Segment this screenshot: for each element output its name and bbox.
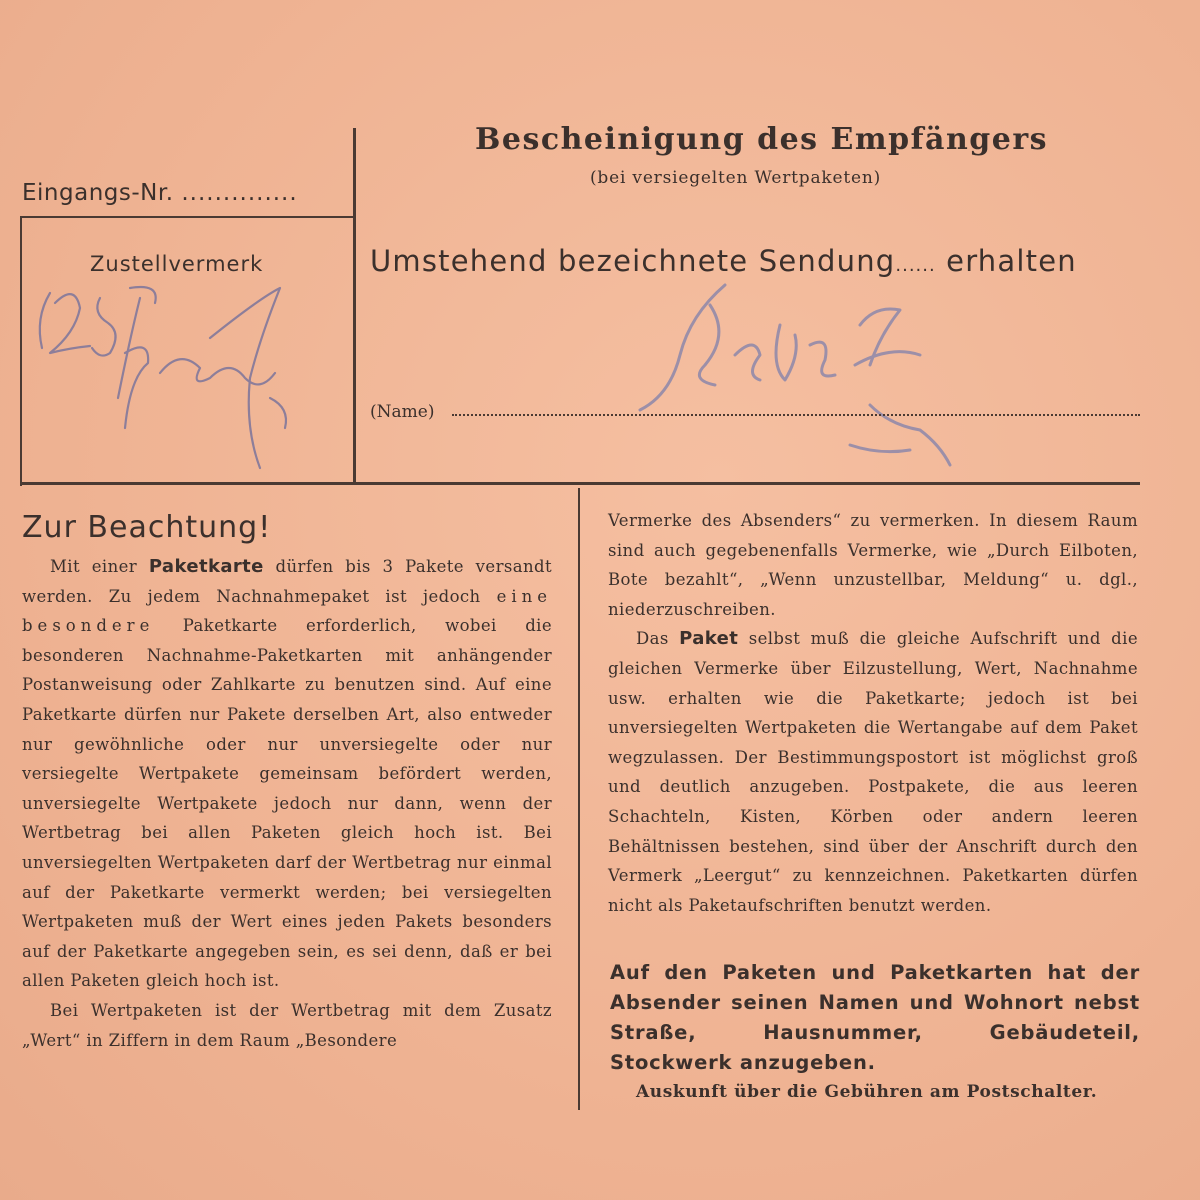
rule-eingang-underline bbox=[20, 216, 355, 218]
notice-text: Das bbox=[636, 629, 680, 649]
notice-text: dürfen bis 3 Pakete versandt werden. Zu jedem Nachnahmepaket ist jedoch bbox=[22, 557, 552, 606]
eingangs-dots: .............. bbox=[181, 180, 298, 206]
rule-zustell-left bbox=[20, 216, 22, 486]
paketkarte-term: Paketkarte bbox=[148, 556, 264, 577]
recipient-signature bbox=[620, 275, 980, 475]
rule-mid-horizontal bbox=[20, 482, 1140, 485]
zustellvermerk-label: Zustellvermerk bbox=[90, 252, 264, 276]
handwritten-zustell-note bbox=[30, 278, 330, 478]
paket-term: Paket bbox=[679, 628, 739, 650]
notice-paragraph-3: Vermerke des Absenders“ zu vermerken. In diesem Raum sind auch gegebenenfalls Vermerke, wie „Durch Eilboten, Bote bezahlt“, „Wenn unzustellbar, Meldung“ u. dgl., niederzuschreiben. bbox=[608, 511, 1138, 619]
notice-paragraph-2: Bei Wertpaketen ist der Wertbetrag mit dem Zusatz „Wert“ in Ziffern in dem Raum „Besondere bbox=[22, 1000, 552, 1050]
notice-column-right bbox=[608, 506, 1138, 920]
sender-address-notice: Auf den Paketen und Paketkarten hat der Absender seinen Namen und Wohnort nebst Straße, Hausnummer, Gebäudeteil, Stockwerk anzugeben. bbox=[610, 961, 1140, 1074]
notice-text: Mit einer bbox=[50, 557, 149, 576]
notice-text: Paketkarte erforderlich, wobei die besonderen Nachnahme-Paketkarten mit anhängender Postanweisung oder Zahlkarte zu benutzen sind. Auf eine Paketkarte dürfen nur Pakete derselben Art, also entweder nur gewöhnliche oder nur unversiegelte oder nur versiegelte Wertpakete gemeinsam befördert werden, unversiegelte Wertpakete jedoch nur dann, wenn der Wertbetrag bei allen Paketen gleich hoch ist. Bei unversiegelten Wertpaketen darf der Wertbetrag nur einmal auf der Paketkarte vermerkt werden; bei versiegelten Wertpaketen muß der Wert eines jeden Pakets besonders auf der Paketkarte angegeben sein, es sei denn, daß er bei allen Paketen gleich hoch ist. bbox=[22, 616, 552, 991]
name-label: (Name) bbox=[370, 402, 435, 422]
eingangs-nr-field bbox=[22, 180, 298, 206]
receipt-dots: ...... bbox=[895, 255, 936, 276]
form-subtitle: (bei versiegelten Wertpaketen) bbox=[590, 168, 882, 188]
notice-text: selbst muß die gleiche Aufschrift und die gleichen Vermerke über Eilzustellung, Wert, Nachnahme usw. erhalten wie die Paketkarte; jedoch ist bei unversiegelten Wertpaketen die Wertangabe auf dem Paket wegzulassen. Der Bestimmungspostort ist möglichst groß und deutlich anzugeben. Postpakete, die aus leeren Schachteln, Kisten, Körben oder andern leeren Behältnissen bestehen, sind über der Anschrift durch den Vermerk „Leergut“ zu kennzeichnen. Paketkarten dürfen nicht als Paketaufschriften benutzt werden. bbox=[608, 629, 1138, 915]
eingangs-label: Eingangs-Nr. bbox=[22, 180, 174, 206]
fees-info: Auskunft über die Gebühren am Postschalter. bbox=[636, 1082, 1098, 1102]
notice-paragraph-4 bbox=[608, 624, 1138, 920]
name-signature-line bbox=[452, 414, 1140, 416]
form-title: Bescheinigung des Empfängers bbox=[475, 122, 1049, 157]
rule-vertical-lower bbox=[578, 488, 580, 1110]
notice-paragraph-1 bbox=[22, 552, 552, 996]
rule-vertical-upper bbox=[353, 128, 356, 484]
receipt-statement bbox=[370, 244, 1077, 278]
notice-heading: Zur Beachtung! bbox=[22, 510, 272, 545]
notice-column-left bbox=[22, 552, 552, 1055]
emphasis-text: eine besondere bbox=[22, 586, 552, 636]
receipt-text-part2: erhalten bbox=[946, 244, 1077, 278]
receipt-text-part1: Umstehend bezeichnete Sendung bbox=[370, 244, 896, 278]
